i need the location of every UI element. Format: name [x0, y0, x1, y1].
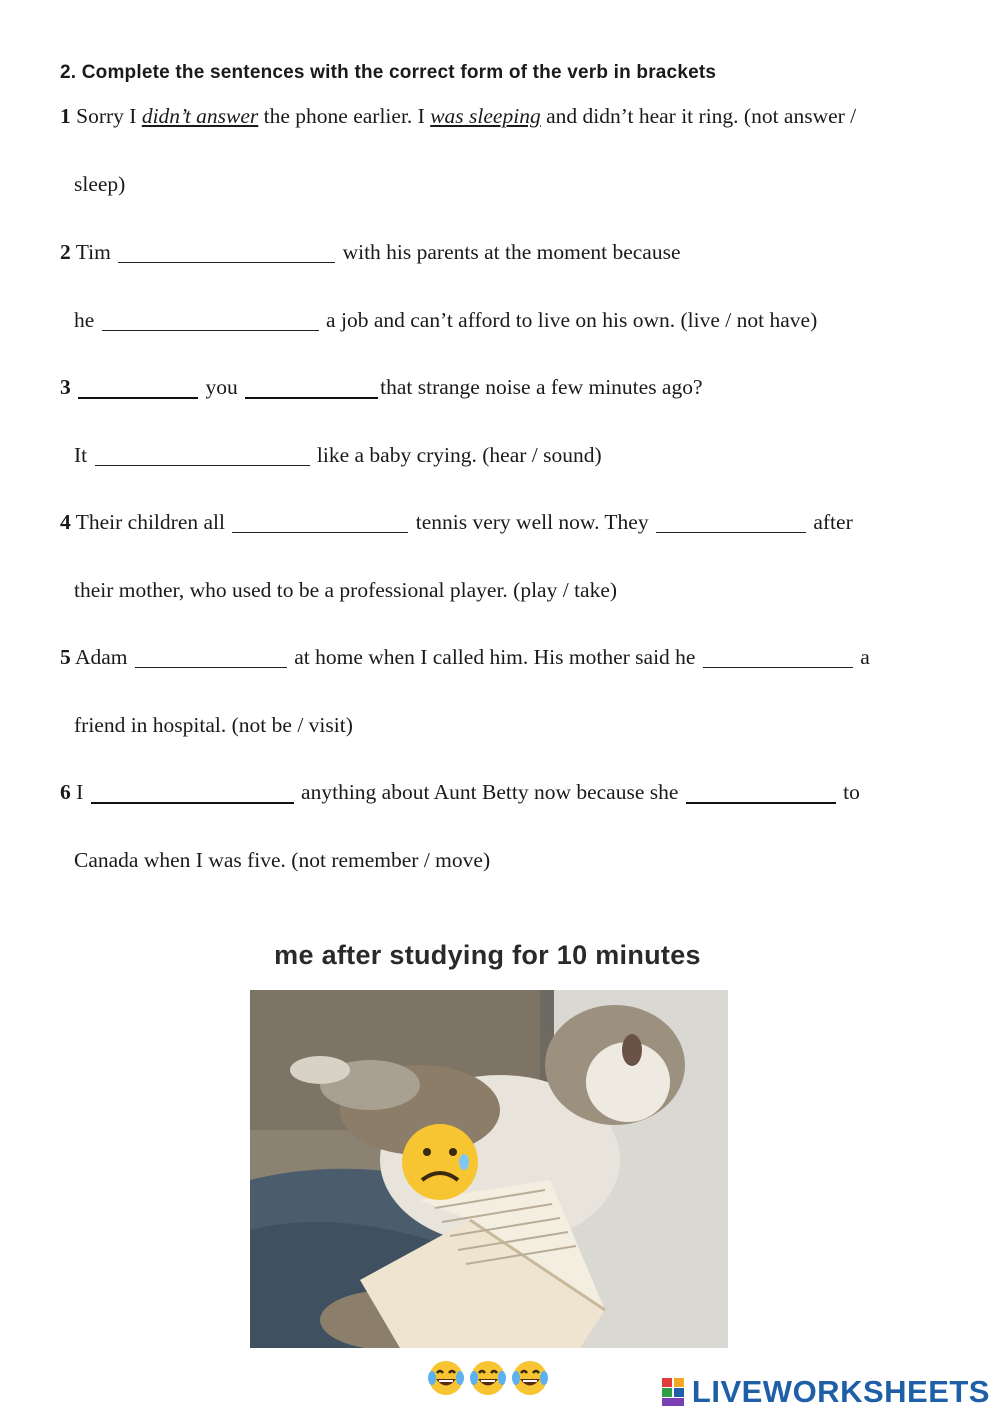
question-2-line-2	[74, 308, 817, 333]
answer-blank[interactable]	[703, 649, 853, 668]
question-number: 1	[60, 104, 71, 128]
laughing-crying-icon	[426, 1358, 466, 1398]
cat-photo-illustration	[250, 990, 728, 1348]
sentence-text: I	[70, 780, 89, 804]
sentence-text: a job and can’t afford to live on his own. (live / not have)	[320, 308, 818, 332]
sentence-text: It	[74, 443, 93, 467]
question-6-line-2: Canada when I was five. (not remember / move)	[74, 848, 491, 872]
question-5-line-1	[60, 645, 870, 670]
sentence-text: you	[200, 375, 244, 399]
sentence-text: Their children all	[70, 510, 231, 534]
question-number: 2	[60, 240, 71, 264]
sentence-text: at home when I called him. His mother said he	[288, 645, 701, 669]
sentence-text: a	[854, 645, 870, 669]
laughing-crying-icon	[510, 1358, 550, 1398]
laughing-emoji-row	[426, 1358, 550, 1398]
example-answer-1: didn’t answer	[141, 104, 259, 128]
question-5-line-2: friend in hospital. (not be / visit)	[74, 713, 353, 737]
answer-blank[interactable]	[686, 784, 836, 804]
question-1-line-2: sleep)	[74, 172, 126, 196]
sentence-text: anything about Aunt Betty now because she	[295, 780, 684, 804]
answer-blank[interactable]	[102, 312, 319, 331]
answer-blank[interactable]	[91, 784, 294, 804]
question-number: 3	[60, 375, 71, 399]
answer-blank[interactable]	[135, 649, 287, 668]
answer-blank[interactable]	[656, 514, 806, 533]
sentence-text: after	[807, 510, 853, 534]
question-number: 4	[60, 510, 71, 534]
sentence-text: he	[74, 308, 100, 332]
sentence-text: tennis very well now. They	[410, 510, 654, 534]
question-4-line-1	[60, 510, 853, 535]
sentence-text: and didn’t hear it ring. (not answer /	[540, 104, 857, 128]
liveworksheets-wordmark: LIVEWORKSHEETS	[691, 1374, 990, 1409]
sentence-text: Adam	[70, 645, 133, 669]
question-3-line-1	[60, 375, 703, 400]
liveworksheets-logo-icon	[660, 1376, 690, 1408]
liveworksheets-brand[interactable]	[660, 1374, 990, 1410]
example-answer-2: was sleeping	[430, 104, 541, 128]
sad-face-icon	[402, 1124, 478, 1200]
exercise-heading: 2. Complete the sentences with the correct form of the verb in brackets	[60, 62, 717, 83]
answer-blank[interactable]	[95, 447, 310, 466]
sentence-text: with his parents at the moment because	[337, 240, 681, 264]
meme-photo	[250, 990, 728, 1348]
question-1-line-1	[60, 104, 856, 129]
question-6-line-1	[60, 780, 860, 805]
question-2-line-1	[60, 240, 681, 265]
sentence-text: that strange noise a few minutes ago?	[380, 375, 703, 399]
sentence-text: the phone earlier. I	[258, 104, 431, 128]
sentence-text: Tim	[70, 240, 117, 264]
question-4-line-2: their mother, who used to be a professional player. (play / take)	[74, 578, 618, 602]
meme-caption: me after studying for 10 minutes	[274, 940, 701, 970]
answer-blank[interactable]	[232, 514, 408, 533]
question-number: 5	[60, 645, 71, 669]
answer-blank[interactable]	[245, 379, 378, 399]
question-number: 6	[60, 780, 71, 804]
sentence-text: Sorry I	[70, 104, 142, 128]
answer-blank[interactable]	[118, 244, 335, 263]
answer-blank[interactable]	[78, 379, 198, 399]
question-3-line-2	[74, 443, 602, 468]
sentence-text: like a baby crying. (hear / sound)	[311, 443, 602, 467]
sentence-text: to	[837, 780, 860, 804]
laughing-crying-icon	[468, 1358, 508, 1398]
